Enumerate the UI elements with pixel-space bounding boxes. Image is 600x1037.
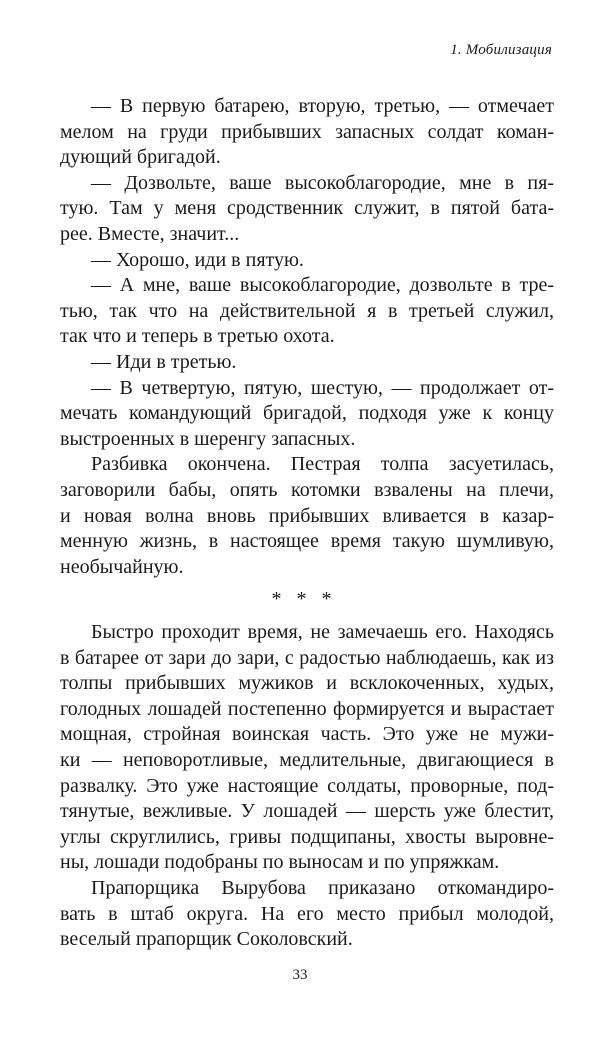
text-line: и новая волна вновь прибывших вливается в казар- xyxy=(60,504,554,527)
text-line: ки — неповоротливые, медлительные, двигающиеся в xyxy=(60,748,554,771)
text-line: голодных лошадей постепенно формируется и вырастает xyxy=(60,697,554,720)
page-number: 33 xyxy=(292,967,308,983)
text-line: ны, лошади подобраны по выносам и по упряжкам. xyxy=(60,851,500,874)
text-line: — Дозвольте, ваше высокоблагородие, мне в пя- xyxy=(91,171,554,194)
text-section-1 xyxy=(60,94,554,580)
text-line: необычайную. xyxy=(60,555,184,578)
text-line: тянутые, вежливые. У лошадей — шерсть уже блестит, xyxy=(60,800,554,823)
text-line: заговорили бабы, опять котомки взвалены на плечи, xyxy=(60,478,554,501)
text-line: веселый прапорщик Соколовский. xyxy=(60,928,353,951)
text-line: — Хорошо, иди в пятую. xyxy=(91,248,304,271)
section-break: * * * xyxy=(271,588,337,610)
text-line: — В четвертую, пятую, шестую, — продолжает от- xyxy=(91,376,554,399)
text-line: мощная, стройная воинская часть. Это уже не мужи- xyxy=(60,723,554,746)
text-line: тую. Там у меня сродственник служит, в пятой бата- xyxy=(60,197,554,220)
text-line: развалку. Это уже настоящие солдаты, проворные, под- xyxy=(60,774,554,797)
text-line: в батарее от зари до зари, с радостью наблюдаешь, как из xyxy=(60,646,554,669)
text-line: менную жизнь, в настоящее время такую шумливую, xyxy=(60,530,554,553)
text-line: — Иди в третью. xyxy=(91,350,237,373)
text-line: толпы прибывших мужиков и всклокоченных, худых, xyxy=(60,672,554,695)
text-line: выстроенных в шеренгу запасных. xyxy=(60,427,356,450)
text-line: углы скруглились, гривы подщипаны, хвосты выровне- xyxy=(60,825,554,848)
text-line: Прапорщика Вырубова приказано откомандиро- xyxy=(91,876,554,899)
text-line: тью, так что на действительной я в третьей служил, xyxy=(60,299,554,322)
running-head: 1. Мобилизация xyxy=(450,42,552,58)
text-line: рее. Вместе, значит... xyxy=(60,222,240,245)
text-line: вать в штаб округа. На его место прибыл молодой, xyxy=(60,902,554,925)
text-line: Быстро проходит время, не замечаешь его. Находясь xyxy=(91,621,554,643)
text-line: дующий бригадой. xyxy=(60,146,221,169)
text-line: Разбивка окончена. Пестрая толпа засуетилась, xyxy=(91,453,554,476)
text-line: — В первую батарею, вторую, третью, — отмечает xyxy=(91,95,554,117)
text-line: мечать командующий бригадой, подходя уже к концу xyxy=(60,402,554,425)
text-line: мелом на груди прибывших запасных солдат коман- xyxy=(60,120,554,143)
text-line: — А мне, ваше высокоблагородие, дозвольте в тре- xyxy=(91,274,554,297)
text-line: так что и теперь в третью охота. xyxy=(60,325,335,348)
text-section-2 xyxy=(60,620,554,953)
